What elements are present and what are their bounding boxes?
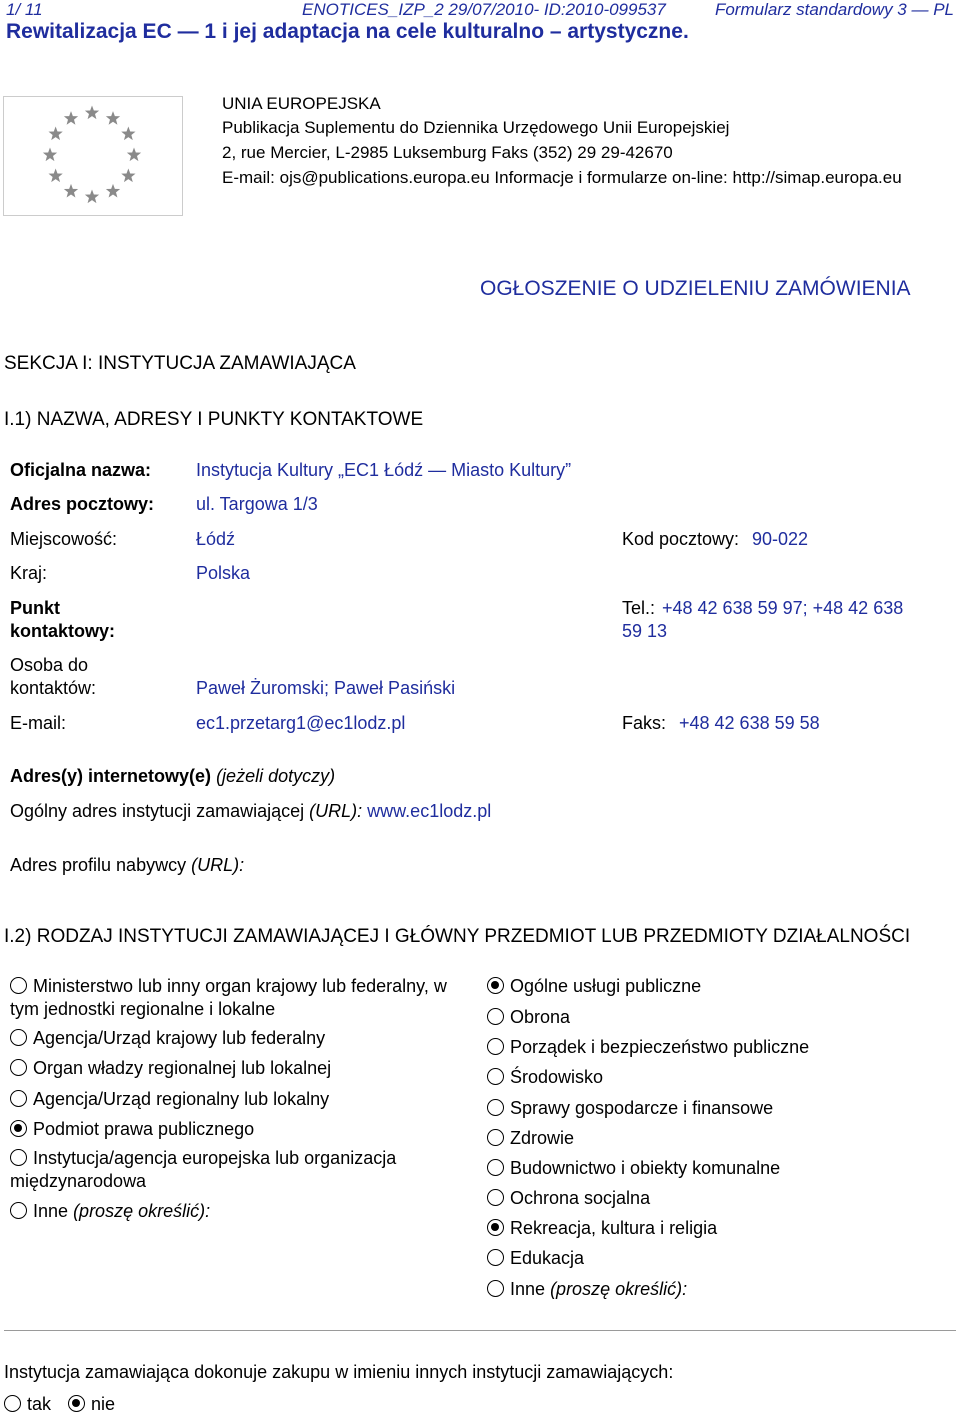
notice-title: OGŁOSZENIE O UDZIELENIU ZAMÓWIENIA bbox=[480, 277, 911, 300]
postal-address-value: ul. Targowa 1/3 bbox=[196, 494, 318, 514]
activity-option[interactable] bbox=[487, 1066, 947, 1089]
radio-button[interactable] bbox=[487, 1249, 504, 1266]
radio-button[interactable] bbox=[10, 977, 27, 994]
radio-button[interactable] bbox=[487, 1159, 504, 1176]
activity-label: Ochrona socjalna bbox=[510, 1188, 651, 1208]
contact-point-label-2: kontaktowy: bbox=[10, 621, 116, 641]
divider bbox=[4, 1330, 956, 1331]
activity-note: (proszę określić): bbox=[550, 1279, 688, 1299]
radio-button[interactable] bbox=[487, 1099, 504, 1116]
web-addresses-label: Adres(y) internetowy(e) bbox=[10, 766, 212, 786]
official-name-value: Instytucja Kultury „EC1 Łódź — Miasto Kultury” bbox=[196, 460, 572, 480]
radio-button[interactable] bbox=[10, 1149, 27, 1166]
activity-label: Edukacja bbox=[510, 1248, 585, 1268]
buyer-profile-label: Adres profilu nabywcy bbox=[10, 855, 187, 875]
on-behalf-no[interactable] bbox=[68, 1394, 115, 1414]
eu-stars-icon bbox=[4, 97, 182, 215]
eu-star-icon bbox=[85, 190, 99, 204]
buyer-profile-note: (URL): bbox=[191, 855, 245, 875]
radio-button[interactable] bbox=[487, 1219, 504, 1236]
on-behalf-options bbox=[4, 1394, 115, 1415]
activity-label: Obrona bbox=[510, 1007, 571, 1027]
document-title: Rewitalizacja EC — 1 i jej adaptacja na cele kulturalno – artystyczne. bbox=[6, 20, 689, 43]
activity-label: Ogólne usługi publiczne bbox=[510, 976, 702, 996]
notice-id: ENOTICES_IZP_2 29/07/2010- ID:2010-099537 bbox=[302, 0, 666, 19]
radio-button[interactable] bbox=[487, 1189, 504, 1206]
activity-option[interactable] bbox=[487, 975, 947, 998]
activity-label: Rekreacja, kultura i religia bbox=[510, 1218, 718, 1238]
activity-option[interactable] bbox=[487, 1097, 947, 1120]
authority-type-note: (proszę określić): bbox=[73, 1201, 211, 1221]
eu-star-icon bbox=[121, 169, 135, 183]
web-addresses-note: (jeżeli dotyczy) bbox=[216, 766, 336, 786]
publisher-contact: E-mail: ojs@publications.europa.eu Informacje i formularze on-line: http://simap.europa.eu bbox=[222, 168, 902, 187]
eu-star-icon bbox=[64, 184, 78, 198]
radio-button[interactable] bbox=[10, 1059, 27, 1076]
eu-flag-logo bbox=[3, 96, 183, 216]
fax-value: +48 42 638 59 58 bbox=[679, 713, 820, 733]
authority-type-label: Agencja/Urząd regionalny lub lokalny bbox=[33, 1089, 330, 1109]
subsection-heading-2: I.2) RODZAJ INSTYTUCJI ZAMAWIAJĄCEJ I GŁÓWNY PRZEDMIOT LUB PRZEDMIOTY DZIAŁALNOŚCI bbox=[4, 926, 911, 947]
country-value: Polska bbox=[196, 563, 251, 583]
authority-type-label: Agencja/Urząd krajowy lub federalny bbox=[33, 1028, 326, 1048]
web-addresses-heading bbox=[10, 766, 335, 787]
general-url-label: Ogólny adres instytucji zamawiającej bbox=[10, 801, 305, 821]
activity-label: Zdrowie bbox=[510, 1128, 575, 1148]
official-name-label: Oficjalna nazwa: bbox=[10, 460, 152, 480]
postcode-value: 90-022 bbox=[752, 529, 809, 549]
activity-label: Budownictwo i obiekty komunalne bbox=[510, 1158, 781, 1178]
email-label: E-mail: bbox=[10, 713, 67, 733]
section-heading: SEKCJA I: INSTYTUCJA ZAMAWIAJĄCA bbox=[4, 353, 356, 374]
activity-option[interactable] bbox=[487, 1157, 947, 1180]
on-behalf-yes[interactable] bbox=[4, 1394, 51, 1414]
no-label: nie bbox=[91, 1394, 116, 1414]
authority-type-label: Instytucja/agencja europejska lub organizacja międzynarodowa bbox=[10, 1148, 397, 1191]
general-url-value[interactable]: www.ec1lodz.pl bbox=[367, 801, 492, 821]
radio-button[interactable] bbox=[68, 1395, 85, 1412]
activity-option[interactable] bbox=[487, 1187, 947, 1210]
city-value: Łódź bbox=[196, 529, 236, 549]
authority-type-label: Podmiot prawa publicznego bbox=[33, 1119, 255, 1139]
activity-label: Sprawy gospodarcze i finansowe bbox=[510, 1098, 774, 1118]
activity-option[interactable] bbox=[487, 1036, 947, 1059]
eu-star-icon bbox=[48, 169, 62, 183]
radio-button[interactable] bbox=[487, 1280, 504, 1297]
page-number: 1/ 11 bbox=[6, 0, 43, 19]
radio-button[interactable] bbox=[487, 1038, 504, 1055]
email-value[interactable]: ec1.przetarg1@ec1lodz.pl bbox=[196, 713, 406, 733]
eu-star-icon bbox=[43, 148, 57, 162]
publisher-address: 2, rue Mercier, L-2985 Luksemburg Faks (352) 29 29-42670 bbox=[222, 143, 673, 162]
radio-button[interactable] bbox=[10, 1120, 27, 1137]
authority-type-option[interactable] bbox=[10, 1027, 470, 1050]
postal-address-label: Adres pocztowy: bbox=[10, 494, 155, 514]
eu-star-icon bbox=[106, 184, 120, 198]
authority-type-option[interactable] bbox=[10, 1200, 470, 1223]
publisher-publication: Publikacja Suplementu do Dziennika Urzędowego Unii Europejskiej bbox=[222, 118, 730, 137]
tel-label: Tel.: bbox=[622, 598, 656, 618]
tel-value-cont: 59 13 bbox=[622, 621, 668, 641]
activity-label: Inne bbox=[510, 1279, 546, 1299]
on-behalf-question: Instytucja zamawiająca dokonuje zakupu w imieniu innych instytucji zamawiających: bbox=[4, 1362, 674, 1382]
city-label: Miejscowość: bbox=[10, 529, 118, 549]
activity-label: Środowisko bbox=[510, 1067, 604, 1087]
contact-point-label: Punkt bbox=[10, 598, 61, 618]
authority-type-label: Inne bbox=[33, 1201, 69, 1221]
authority-type-label: Ministerstwo lub inny organ krajowy lub federalny, w tym jednostki regionalne i lokalne bbox=[10, 976, 447, 1019]
radio-button[interactable] bbox=[10, 1029, 27, 1046]
contact-person-value: Paweł Żuromski; Paweł Pasiński bbox=[196, 678, 456, 698]
fax-label: Faks: bbox=[622, 713, 667, 733]
yes-label: tak bbox=[27, 1394, 52, 1414]
activity-option[interactable] bbox=[487, 1127, 947, 1150]
publisher-name: UNIA EUROPEJSKA bbox=[222, 94, 381, 113]
subsection-heading-1: I.1) NAZWA, ADRESY I PUNKTY KONTAKTOWE bbox=[4, 409, 424, 430]
authority-type-option[interactable] bbox=[10, 1118, 470, 1141]
authority-type-option[interactable] bbox=[10, 1057, 470, 1080]
activity-option[interactable] bbox=[487, 1247, 947, 1270]
authority-type-option[interactable] bbox=[10, 1088, 470, 1111]
eu-star-icon bbox=[106, 111, 120, 125]
authority-type-option[interactable] bbox=[10, 1147, 450, 1193]
radio-button[interactable] bbox=[10, 1202, 27, 1219]
form-name: Formularz standardowy 3 — PL bbox=[714, 0, 954, 19]
radio-button[interactable] bbox=[487, 1068, 504, 1085]
general-url-note: (URL): bbox=[309, 801, 363, 821]
eu-star-icon bbox=[48, 127, 62, 141]
eu-star-icon bbox=[64, 111, 78, 125]
activity-option[interactable] bbox=[487, 1217, 947, 1240]
activity-option[interactable] bbox=[487, 1006, 947, 1029]
authority-type-option[interactable] bbox=[10, 975, 470, 1021]
eu-star-icon bbox=[121, 127, 135, 141]
general-url-row bbox=[10, 801, 491, 822]
postcode-label: Kod pocztowy: bbox=[622, 529, 740, 549]
radio-button[interactable] bbox=[487, 977, 504, 994]
country-label: Kraj: bbox=[10, 563, 48, 583]
buyer-profile-row bbox=[10, 855, 244, 876]
contact-person-label-2: kontaktów: bbox=[10, 678, 97, 698]
tel-value: +48 42 638 59 97; +48 42 638 bbox=[662, 598, 904, 618]
activity-option[interactable] bbox=[487, 1278, 947, 1301]
radio-button[interactable] bbox=[10, 1090, 27, 1107]
contact-person-label: Osoba do bbox=[10, 655, 89, 675]
eu-star-icon bbox=[85, 106, 99, 120]
radio-button[interactable] bbox=[487, 1129, 504, 1146]
radio-button[interactable] bbox=[487, 1008, 504, 1025]
activity-label: Porządek i bezpieczeństwo publiczne bbox=[510, 1037, 810, 1057]
eu-star-icon bbox=[127, 148, 141, 162]
radio-button[interactable] bbox=[4, 1395, 21, 1412]
authority-type-label: Organ władzy regionalnej lub lokalnej bbox=[33, 1058, 332, 1078]
